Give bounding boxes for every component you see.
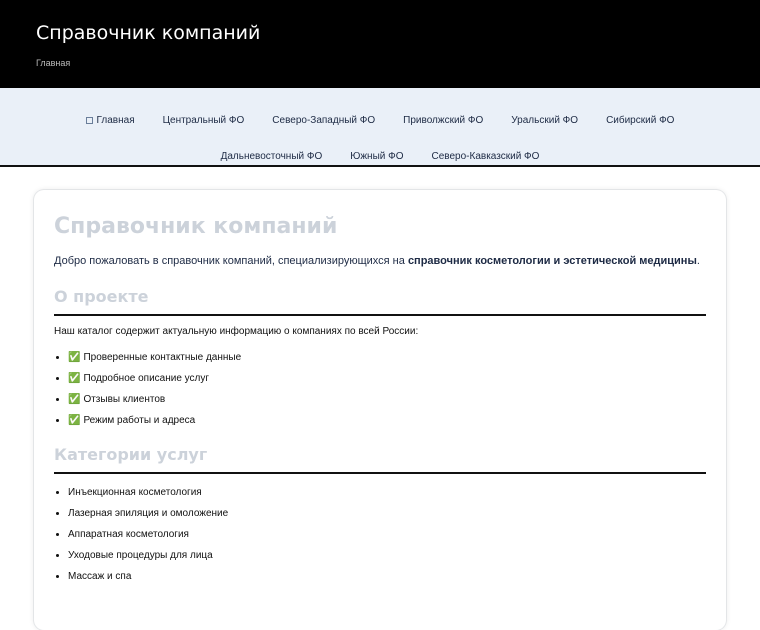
list-item: • Уходовые процедуры для лица <box>68 545 706 566</box>
list-item <box>68 389 706 410</box>
nav-item-home[interactable] <box>86 115 135 126</box>
nav-item-ural[interactable]: Уральский ФО <box>511 114 579 126</box>
breadcrumb-home[interactable]: Главная <box>36 58 71 68</box>
list-item <box>68 410 706 431</box>
intro-highlight: справочник косметологии и эстетической медицины <box>407 255 697 267</box>
nav-item-label: Главная <box>96 114 135 126</box>
list-item <box>68 347 706 368</box>
content-card <box>34 190 726 630</box>
nav-item-south[interactable]: Южный ФО <box>350 150 404 162</box>
list-item: • Массаж и спа <box>68 566 706 587</box>
about-lead: Наш каталог содержит актуальную информацию о компаниях по всей России: <box>54 326 419 337</box>
check-icon: ✅ <box>68 352 81 363</box>
page-title: Справочник компаний <box>54 214 338 239</box>
nav-item-siberia[interactable]: Сибирский ФО <box>606 114 675 126</box>
nav-item-northcaucasus[interactable]: Северо-Кавказский ФО <box>431 150 540 162</box>
list-item-text: Проверенные контактные данные <box>83 352 242 363</box>
home-icon <box>86 117 93 124</box>
list-item: • Лазерная эпиляция и омоложение <box>68 503 706 524</box>
intro-paragraph <box>54 255 706 267</box>
categories-heading: Категории услуг <box>54 445 706 474</box>
list-item-text: Подробное описание услуг <box>83 373 210 384</box>
about-list <box>54 347 706 431</box>
nav-item-fareast[interactable]: Дальневосточный ФО <box>220 150 323 162</box>
site-header <box>0 0 760 88</box>
check-icon: ✅ <box>68 373 81 384</box>
intro-end: . <box>696 255 700 267</box>
nav-item-northwest[interactable]: Северо-Западный ФО <box>272 114 376 126</box>
site-title[interactable]: Справочник компаний <box>36 22 261 44</box>
nav-row-2 <box>0 138 760 174</box>
nav-item-volga[interactable]: Приволжский ФО <box>403 114 484 126</box>
check-icon: ✅ <box>68 394 81 405</box>
list-item: • Аппаратная косметология <box>68 524 706 545</box>
categories-list <box>54 482 706 587</box>
intro-text: Добро пожаловать в справочник компаний, специализирующихся на <box>54 255 408 267</box>
list-item-text: Отзывы клиентов <box>83 394 166 405</box>
list-item-text: Режим работы и адреса <box>83 415 196 426</box>
list-item: • Инъекционная косметология <box>68 482 706 503</box>
nav-row-1 <box>0 102 760 138</box>
nav-item-central[interactable]: Центральный ФО <box>162 114 245 126</box>
check-icon: ✅ <box>68 415 81 426</box>
list-item <box>68 368 706 389</box>
region-nav <box>0 88 760 167</box>
about-heading: О проекте <box>54 287 706 316</box>
